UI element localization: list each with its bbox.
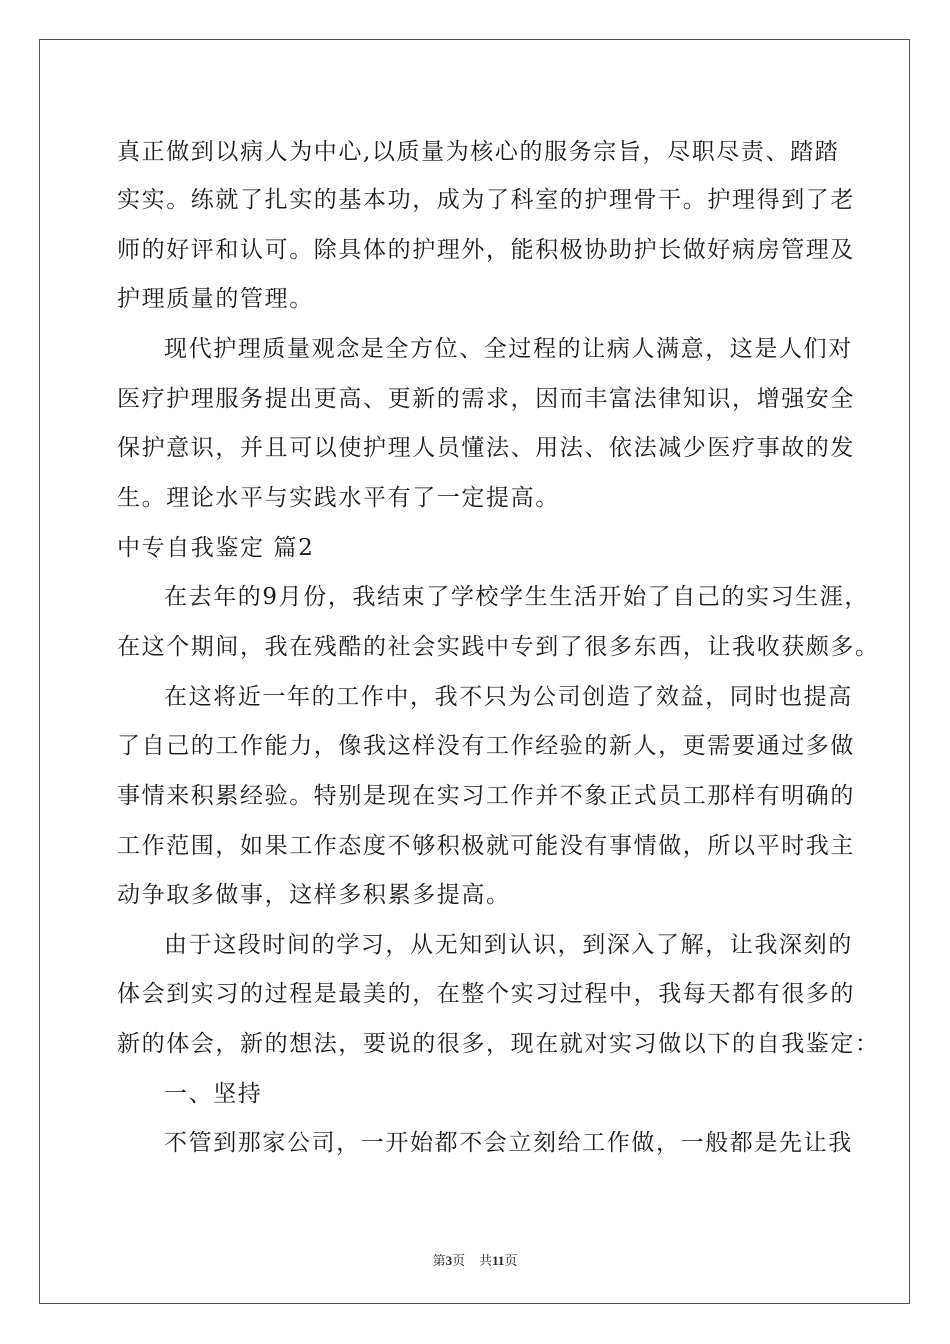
paragraph-first-line: 在去年的9月份，我结束了学校学生生活开始了自己的实习生涯，	[164, 584, 870, 610]
total-suffix: 页	[504, 1253, 518, 1268]
body-text-line: 医疗护理服务提出更高、更新的需求，因而丰富法律知识，增强安全	[117, 386, 855, 412]
body-text-line: 动争取多做事，这样多积累多提高。	[117, 882, 511, 908]
page-total: 11	[492, 1253, 505, 1268]
page-suffix: 页	[452, 1253, 466, 1268]
body-text-line: 保护意识，并且可以使护理人员懂法、用法、依法减少医疗事故的发	[117, 435, 855, 461]
page-current: 3	[445, 1253, 453, 1268]
body-text-line: 事情来积累经验。特别是现在实习工作并不象正式员工那样有明确的	[117, 783, 855, 809]
page-prefix: 第	[432, 1253, 446, 1268]
page-border	[39, 39, 910, 1304]
page-footer	[0, 1250, 950, 1269]
body-text-line: 工作范围，如果工作态度不够积极就可能没有事情做，所以平时我主	[117, 833, 855, 859]
body-text-line: 新的体会，新的想法，要说的很多，现在就对实习做以下的自我鉴定：	[117, 1031, 880, 1057]
paragraph-first-line: 在这将近一年的工作中，我不只为公司创造了效益，同时也提高	[164, 684, 853, 710]
body-text-line: 了自己的工作能力，像我这样没有工作经验的新人，更需要通过多做	[117, 733, 855, 759]
body-text-line: 师的好评和认可。除具体的护理外，能积极协助护长做好病房管理及	[117, 237, 855, 263]
body-text-line: 真正做到以病人为中心,以质量为核心的服务宗旨，尽职尽责、踏踏	[117, 139, 840, 165]
paragraph-first-line: 现代护理质量观念是全方位、全过程的让病人满意，这是人们对	[164, 336, 853, 362]
total-prefix: 共	[479, 1253, 493, 1268]
body-text-line: 生。理论水平与实践水平有了一定提高。	[117, 485, 560, 511]
paragraph-first-line: 由于这段时间的学习，从无知到认识，到深入了解，让我深刻的	[164, 932, 853, 958]
body-text-line: 体会到实习的过程是最美的，在整个实习过程中，我每天都有很多的	[117, 981, 855, 1007]
body-text-line: 护理质量的管理。	[117, 286, 314, 312]
section-heading: 中专自我鉴定 篇2	[117, 535, 315, 561]
body-text-line: 实实。练就了扎实的基本功，成为了科室的护理骨干。护理得到了老	[117, 187, 855, 213]
paragraph-first-line: 不管到那家公司，一开始都不会立刻给工作做，一般都是先让我	[164, 1130, 853, 1156]
subsection-heading: 一、坚持	[164, 1081, 263, 1107]
body-text-line: 在这个期间，我在残酷的社会实践中专到了很多东西，让我收获颇多。	[117, 634, 880, 660]
